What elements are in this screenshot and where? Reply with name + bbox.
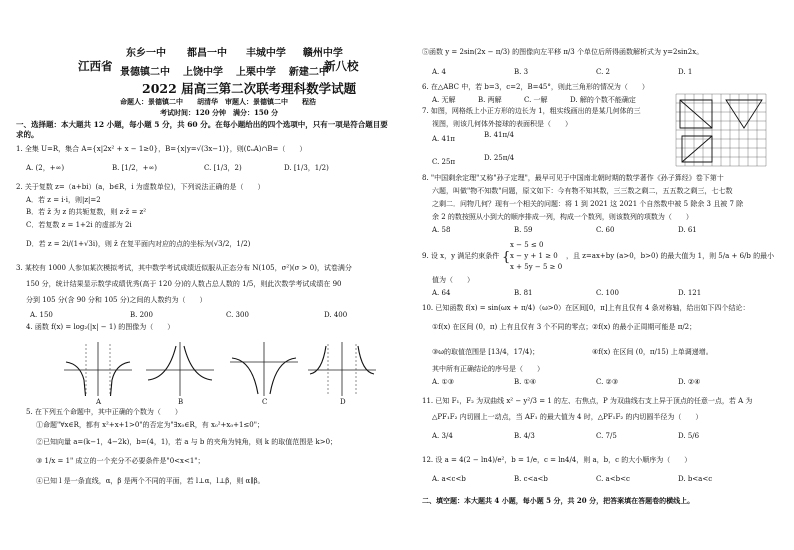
q4-label-a: A (96, 398, 102, 406)
q8-option-b: B. 59 (514, 226, 533, 234)
q10-line-3: ③ω的取值范围是 [13/4，17/4)； (432, 348, 540, 356)
q10-option-a: A. ①③ (432, 378, 455, 386)
q10-stem: 10. 已知函数 f(x) = sin(ωx + π/4)（ω>0）在区间[0，π]上有且仅有 4 条对称轴，给出如下四个结论： (422, 304, 750, 312)
q3-line-1: 3. 某校有 1000 人参加某次模拟考试，其中数学考试成绩近似服从正态分布 N(105，σ²)(σ > 0)，试卷满分 (16, 264, 352, 272)
q7-option-b: B. 41π/4 (484, 131, 514, 139)
q9-constraint-3: x + 5y − 5 ≥ 0 (510, 263, 563, 271)
q10-option-c: C. ②③ (596, 378, 619, 386)
q10-option-b: B. ①④ (514, 378, 537, 386)
province-label: 江西省 (78, 59, 113, 73)
q8-line-2: 六题，叫做"物不知数"问题，原文如下：今有物不知其数，三三数之剩二，五五数之剩三，七七数 (432, 187, 733, 195)
q12-option-d: D. b<a<c (678, 475, 713, 483)
q7-three-view-figure (672, 92, 768, 168)
q8-line-3: 之剩二．问物几何？现有一个相关的问题：将 1 到 2021 这 2021 个自然数中被 5 除余 3 且被 7 除 (432, 200, 744, 208)
q3-line-3: 分到 105 分(含 90 分和 105 分)之间的人数约为（ ） (26, 296, 207, 304)
school-6: 上饶中学 (182, 67, 223, 78)
q10-line-4: ④f(x) 在区间 (0，π/15) 上单调递增。 (592, 348, 713, 356)
q5-option-d: D. 1 (678, 68, 693, 76)
page-title: 2022 届高三第二次联考理科数学试题 (142, 81, 357, 96)
q10-option-d: D. ②④ (678, 378, 701, 386)
q9-option-d: D. 121 (678, 289, 702, 297)
school-2: 都昌一中 (186, 48, 227, 59)
q1-option-a: A. (2，+∞) (26, 164, 65, 172)
q2-line-b: B．若 z̄ 为 z 的共轭复数，则 z·z̄ = z² (26, 208, 147, 216)
q4-graph-b (144, 340, 216, 398)
q2-stem: 2. 关于复数 z=（a+bi）(a，b∈R，i 为虚数单位)，下列说法正确的是（ ） (16, 183, 265, 191)
q8-line-1: 8. "中国剩余定理"又称"孙子定理"，最早可见于中国南北朝时期的数学著作《孙子算经》卷下第十 (422, 174, 724, 182)
q9-tail: 值为（ ） (432, 276, 474, 284)
q4-label-d: D (340, 398, 346, 406)
q12-option-b: B. c<a<b (514, 475, 548, 483)
q4-label-b: B (178, 398, 184, 406)
q4-label-c: C (262, 398, 268, 406)
q2-line-a: A．若 z = i·i，则|z|=2 (26, 196, 101, 204)
q12-stem: 12. 设 a = 4(2 − ln4)/e²，b = 1/e，c = ln4/4，则 a，b，c 的大小顺序为（ ） (422, 456, 692, 464)
school-7: 上栗中学 (235, 67, 276, 78)
q5-option-c: C. 2 (596, 68, 611, 76)
q3-option-c: C. 300 (226, 311, 249, 319)
q10-line-1: ①f(x) 在区间 (0，π) 上有且仅有 3 个不同的零点； (432, 323, 593, 331)
q7-option-c: C. 25π (432, 158, 456, 166)
q11-option-c: C. 7/5 (596, 432, 617, 440)
q3-option-b: B. 200 (130, 311, 153, 319)
q5-line-4: ④已知 l 是一条直线，α，β 是两个不同的平面，若 l⊥α，l⊥β，则 α∥β。 (36, 477, 265, 485)
q12-option-a: A. a<c<b (432, 475, 466, 483)
q9-constraint-1: x − 5 ≤ 0 (510, 241, 544, 249)
exam-info: 考试时间：120 分钟 满分：150 分 (160, 108, 279, 117)
q5-line-1: ①命题"∀x∈R，都有 x²+x+1>0"的否定为"∃x₀∈R，有 x₀²+x₀+1≤0"； (36, 421, 264, 429)
q8-option-a: A. 58 (432, 226, 451, 234)
q9-option-c: C. 100 (596, 289, 619, 297)
q9-option-a: A. 64 (432, 289, 451, 297)
q4-graph-c (228, 340, 300, 398)
q1-option-c: C. [1/3，2) (204, 164, 242, 172)
section-1-heading: 一、选择题：本大题共 12 小题，每小题 5 分，共 60 分。在每小题给出的四个选项中，只有一项是符合题目要求的。 (16, 120, 388, 139)
school-8: 新建二中 (288, 67, 329, 78)
section-2-heading: 二、填空题：本大题共 4 小题，每小题 5 分，共 20 分，把答案填在答题卷的横线上。 (422, 496, 695, 505)
q2-line-c: C．若复数 z = 1+2i 的虚部为 2i (26, 221, 132, 229)
school-5: 景德镇二中 (120, 67, 170, 78)
school-4: 赣州中学 (302, 48, 343, 59)
q7-option-d: D. 25π/4 (484, 154, 515, 162)
q9-constraint-2: x − y + 1 ≥ 0 (510, 252, 558, 260)
q6-option-b: B. 两解 (478, 96, 502, 104)
q4-stem: 4. 函数 f(x) = log₂(|x| − 1) 的图像为（ ） (26, 323, 175, 331)
q4-graph-d (306, 340, 378, 398)
q9-post: ，且 z=ax+by (a>0，b>0) 的最大值为 1，则 5/a + 6/b 的最小 (566, 252, 775, 260)
school-3: 丰城中学 (245, 48, 286, 59)
q3-option-a: A. 150 (30, 311, 53, 319)
q9-option-b: B. 81 (514, 289, 533, 297)
q1-option-b: B. [1/2，+∞) (112, 164, 158, 172)
q11-option-a: A. 3/4 (432, 432, 453, 440)
q5-stem: 5. 在下列五个命题中，其中正确的个数为（ ） (26, 408, 182, 416)
q5-line-2: ②已知向量 a=(k−1，4−2k)，b=(4，1)，若 a 与 b 的夹角为钝角，则 k 的取值范围是 k>0； (36, 438, 338, 446)
q5-option-a: A. 4 (432, 68, 446, 76)
setters-line: 命题人：景德镇二中 胡清华 审题人：景德镇二中 程浩 (120, 97, 316, 106)
schools-row-1 (126, 44, 343, 59)
schools-row-2 (120, 63, 329, 78)
q12-option-c: C. a<b<c (596, 475, 630, 483)
q11-option-b: B. 4/3 (514, 432, 535, 440)
q5-line-5: ⑤函数 y = 2sin(2x − π/3) 的图像向左平移 π/3 个单位后所得函数解析式为 y=2sin2x。 (422, 48, 704, 56)
q11-line-2: △PF₁F₂ 内切圆上一动点，当 AF₁ 的最大值为 4 时，△PF₁F₂ 的内切圆半径为（ ） (432, 413, 703, 421)
q9-brace: { (502, 250, 511, 265)
q8-option-c: C. 60 (596, 226, 615, 234)
q10-line-2: ②f(x) 的最小正周期可能是 π/2； (592, 323, 697, 331)
q2-line-d: D．若 z = 2i/(1+√3i)，则 z̄ 在复平面内对应的点的坐标为(√3/2，1/2) (26, 240, 251, 248)
q11-line-1: 11. 已知 F₁，F₂ 为双曲线 x² − y²/3 = 1 的左、右焦点，P 为双曲线右支上异于顶点的任意一点，若 A 为 (422, 397, 753, 405)
q11-option-d: D. 5/6 (678, 432, 700, 440)
q9-pre: 9. 设 x，y 满足约束条件 (422, 252, 500, 260)
q6-option-d: D. 解的个数不能确定 (570, 96, 636, 104)
q7-option-a: A. 41π (432, 135, 456, 143)
q3-line-2: 150 分，统计结果显示数学成绩优秀(高于 120 分)的人数占总人数的 1/5，则此次数学考试成绩在 90 (26, 280, 342, 288)
q3-option-d: D. 400 (324, 311, 348, 319)
q10-line-5: 其中所有正确结论的序号是（ ） (432, 365, 544, 373)
q1-option-d: D. [1/3，1/2) (284, 164, 329, 172)
q7-line-2: 视图，则该几何体外接球的表面积是（ ） (432, 120, 572, 128)
q5-line-3: ③ 1/x = 1" 成立的一个充分不必要条件是"0<x<1"； (36, 457, 205, 465)
alliance-label: 新八校 (324, 59, 359, 73)
q1-stem: 1. 全集 U=R，集合 A={x|2x² + x − 1≥0}，B={x|y=√(3x−1)}，则(∁ᵤA)∩B=（ ） (16, 145, 307, 153)
school-1: 东乡一中 (126, 48, 166, 59)
q6-option-a: A. 无解 (432, 96, 456, 104)
q6-stem: 6. 在△ABC 中，若 b=3，c=2，B=45°，则此三角形的情况为（ ） (422, 83, 649, 91)
q8-line-4: 余 2 的数按照从小到大的顺序排成一列，构成一个数列，则该数列的项数为（ ） (432, 213, 693, 221)
q6-option-c: C. 一解 (524, 96, 548, 104)
q8-option-d: D. 61 (678, 226, 697, 234)
q7-line-1: 7. 如图，网格纸上小正方形的边长为 1，粗实线画出的是某几何体的三 (422, 107, 641, 115)
q5-option-b: B. 3 (514, 68, 529, 76)
q4-graph-a (62, 340, 134, 398)
